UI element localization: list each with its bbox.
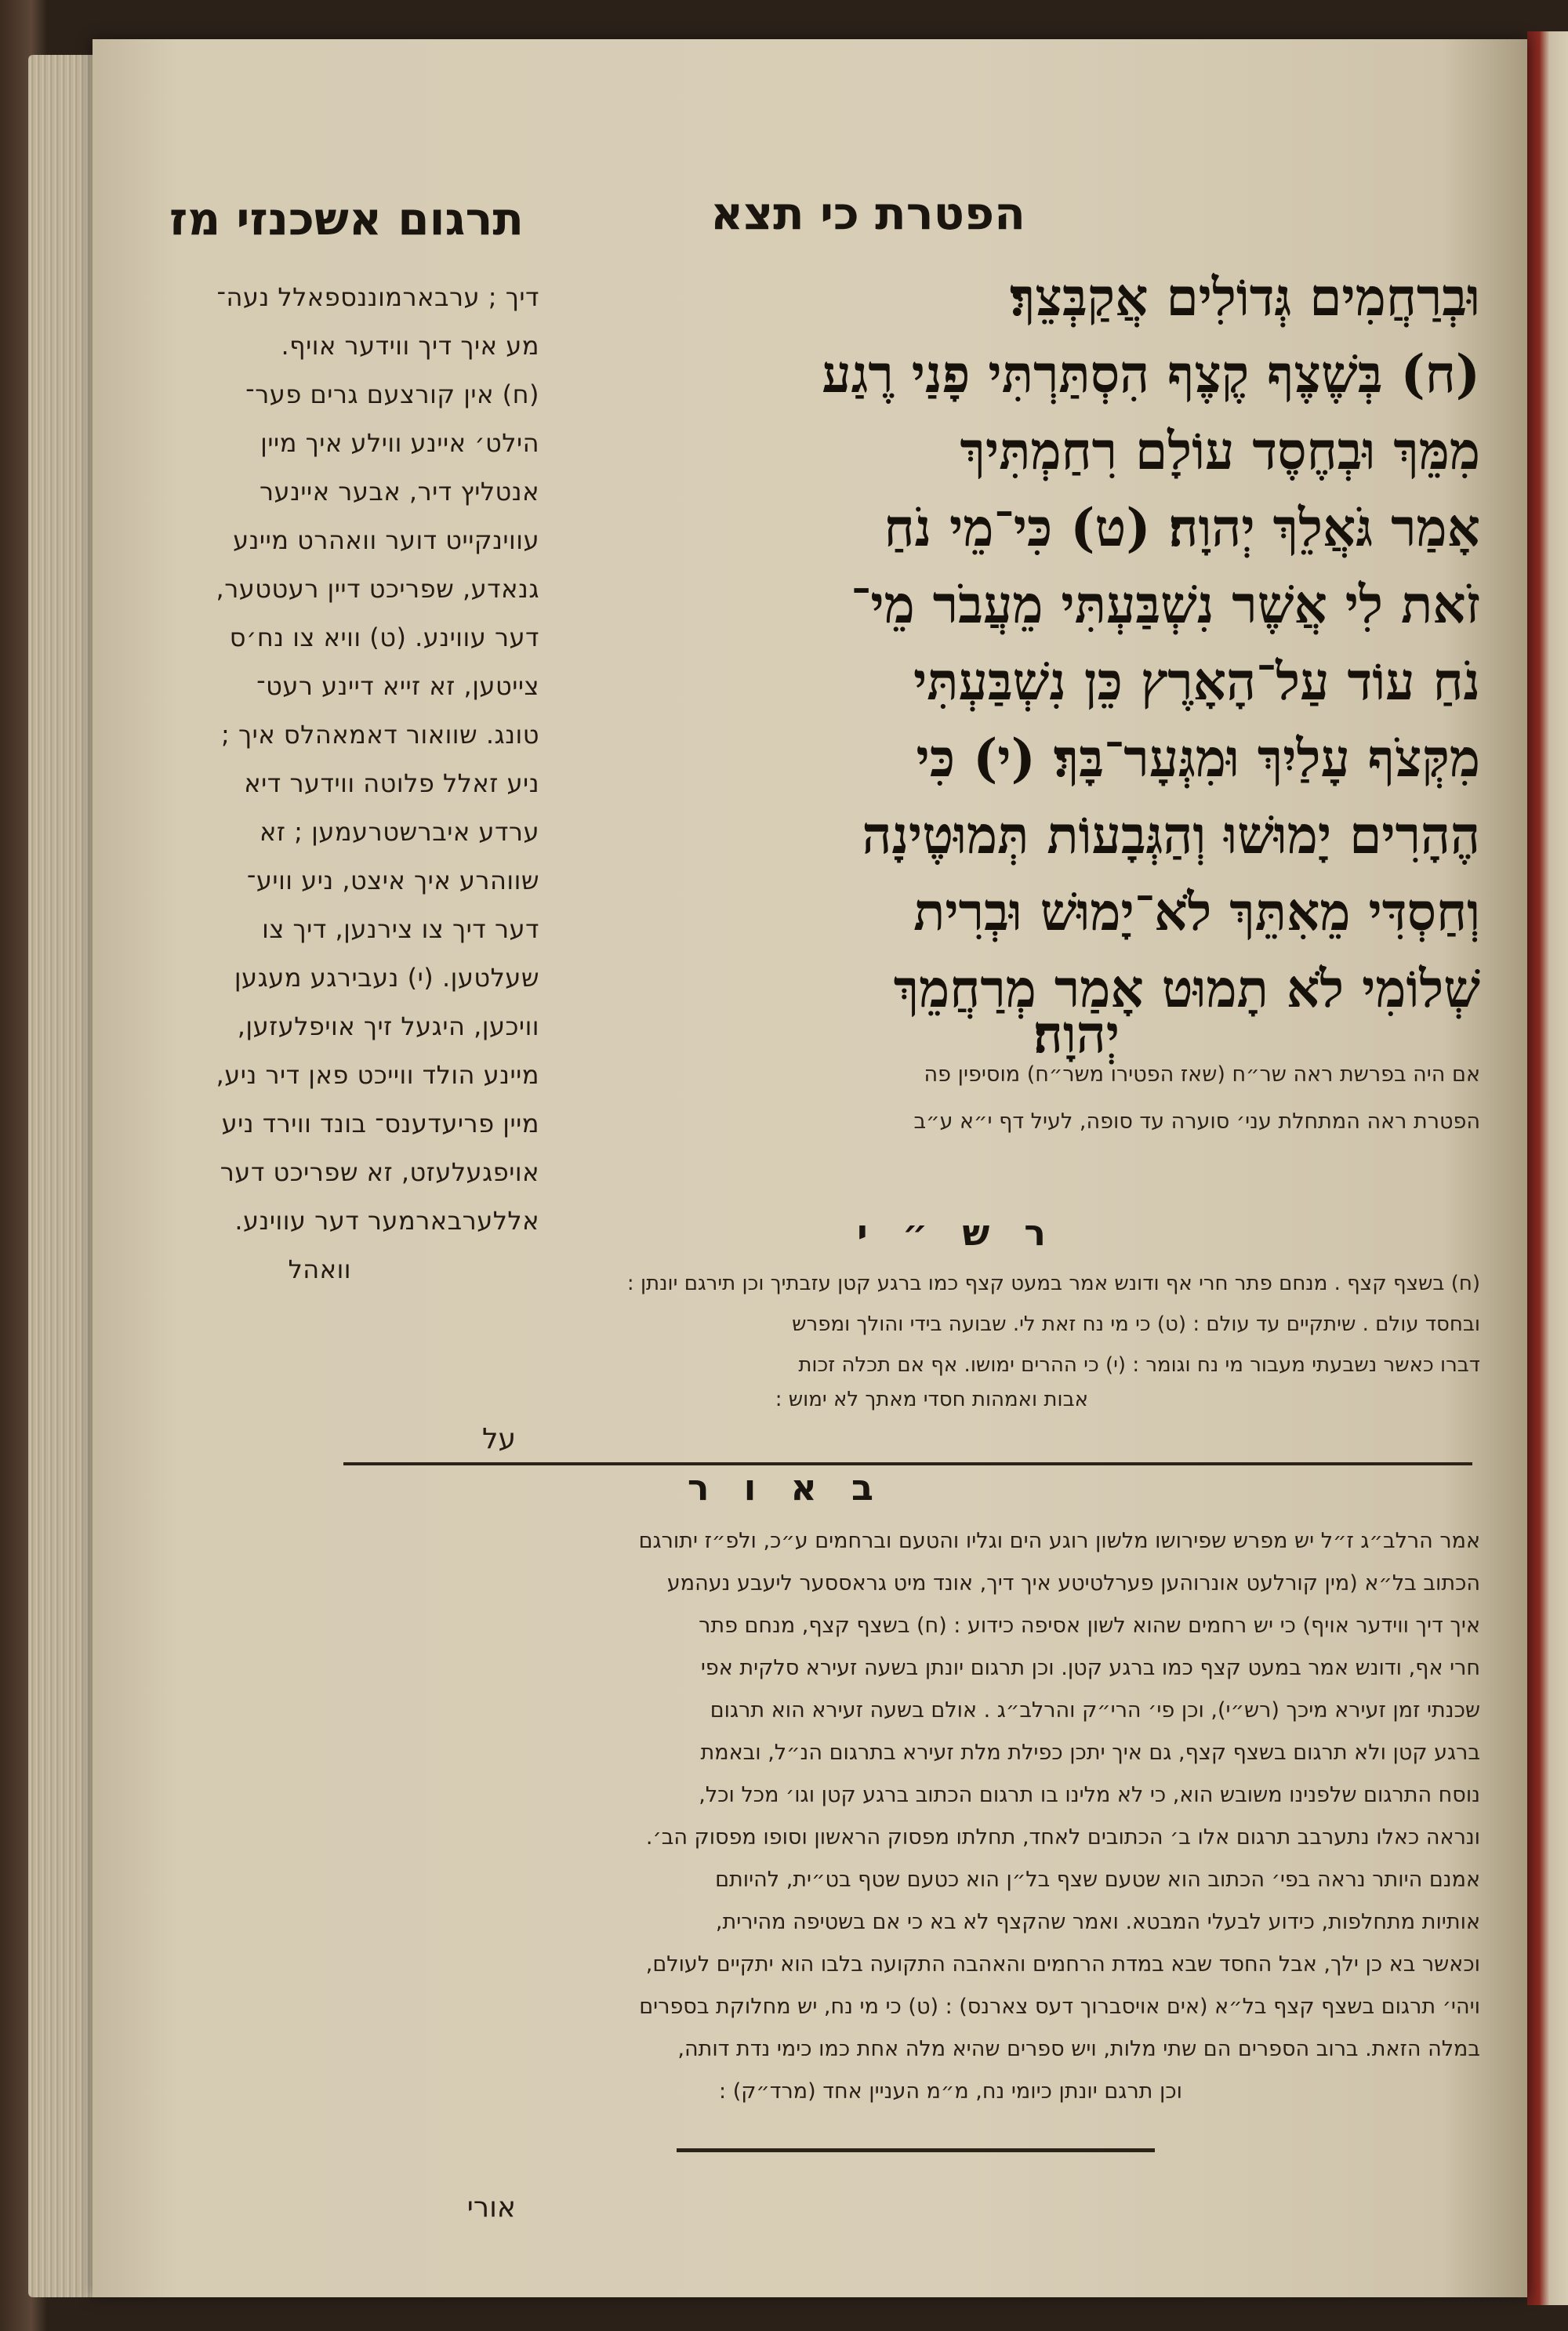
biur-title: ב א ו ר: [687, 1466, 884, 1509]
rashi-line: ובחסד עולם . שיתקיים עד עולם : (ט) כי מי נח זאת לי. שבועה בידי והולך ומפרש: [792, 1313, 1480, 1336]
main-text-line: אָמַר גֹּאֲלֵךְ יְהוָה׃ (ט) כִּי־מֵי נֹחַ: [884, 497, 1480, 558]
biur-line: ויהי׳ תרגום בשצף קצף בל״א (אים אויסברוך דעס צארנס) : (ט) כי מי נח, יש מחלוקת בספרים: [639, 1995, 1480, 2019]
targum-line: (ח) אין קורצעם גרים פער־: [245, 379, 539, 409]
targum-line: הילט׳ איינע ווילע איך מיין: [260, 428, 539, 458]
adjacent-page-edge: [1527, 31, 1568, 2305]
main-text-line: מִמֵּךְ וּבְחֶסֶד עוֹלָם רִחַמְתִּיךְ: [960, 420, 1480, 481]
main-text-line: יְהוָה׃: [1033, 1004, 1120, 1065]
biur-line: וכאשר בא כן ילך, אבל החסד שבא במדת הרחמים והאהבה התקועה בלבו הוא יתקיים לעולם,: [645, 1952, 1480, 1977]
main-text-line: זֹאת לִי אֲשֶׁר נִשְׁבַּעְתִּי מֵעֲבֹר מֵי־: [851, 574, 1480, 635]
targum-line: גנאדע, שפריכט דיין רעטטער,: [216, 574, 539, 604]
biur-line: שכנתי זמן זעירא מיכך (רש״י), וכן פי׳ הרי״ק והרלב״ג . אולם בשעה זעירא הוא תרגום: [710, 1698, 1480, 1723]
targum-line: צייטען, זא זייא דיינע רעט־: [256, 671, 539, 701]
main-text-line: וְחַסְדִּי מֵאִתֵּךְ לֹא־יָמוּשׁ וּבְרִית: [913, 881, 1480, 942]
targum-line: אויפגעלעזט, זא שפריכט דער: [220, 1157, 539, 1187]
targum-line: ניע זאלל פלוטה ווידער דיא: [244, 768, 539, 798]
page-catchword: אורי: [466, 2191, 516, 2224]
targum-line: אנטליץ דיר, אבער איינער: [259, 477, 539, 507]
rashi-line: דברו כאשר נשבעתי מעבור מי נח וגומר : (י) כי ההרים ימושו. אף אם תכלה זכות: [798, 1353, 1480, 1377]
biur-line: אמר הרלב״ג ז״ל יש מפרש שפירושו מלשון רוגע הים וגליו והטעם וברחמים ע״כ, ולפ״ז יתורגם: [638, 1529, 1480, 1553]
main-note-line: הפטרת ראה המתחלת עני׳ סוערה עד סופה, לעיל דף י״א ע״ב: [913, 1109, 1480, 1134]
biur-line: ברגע קטן ולא תרגום בשצף קצף, גם איך יתכן כפילת מלת זעירא בתרגום הנ״ל, ובאמת: [700, 1741, 1480, 1765]
rashi-catchword: על: [482, 1423, 516, 1455]
main-text-line: שְׁלוֹמִי לֹא תָמוּט אָמַר מְרַחֲמֵךְ: [893, 958, 1480, 1019]
rashi-title: ר ש ״ י: [857, 1211, 1057, 1254]
section-divider: [343, 1462, 1472, 1465]
main-text-line: מִקְּצֹף עָלַיִךְ וּמִגְּעָר־בָּךְ׃ (י) כִּי: [916, 728, 1480, 789]
rashi-line: אבות ואמהות חסדי מאתך לא ימוש :: [775, 1388, 1088, 1411]
targum-line: וויכען, היגעל זיך אויפלעזען,: [237, 1011, 539, 1041]
biur-line: ונראה כאלו נתערבב תרגום אלו ב׳ הכתובים לאחד, תחלתו מפסוק הראשון וסופו מפסוק הב׳.: [645, 1825, 1480, 1850]
targum-line: שווהרע איך איצט, ניע וויע־: [246, 866, 539, 895]
targum-line: אללערבארמער דער עווינע.: [234, 1206, 539, 1236]
rashi-line: (ח) בשצף קצף . מנחם פתר חרי אף ודונש אמר במעט קצף כמו ברגע קטן עזבתיך וכן תירגם יונתן :: [626, 1272, 1480, 1295]
biur-line: נוסח התרגום שלפנינו משובש הוא, כי לא מלינו בו תרגום הכתוב ברגע קטן וגו׳ מכל וכל,: [699, 1783, 1480, 1807]
main-text-line: נֹחַ עוֹד עַל־הָאָרֶץ כֵּן נִשְׁבַּעְתִּי: [913, 651, 1480, 712]
main-note-line: אם היה בפרשת ראה שר״ח (שאז הפטירו משר״ח) מוסיפין פה: [924, 1062, 1480, 1087]
main-text-line: (ח) בְּשֶׁצֶף קֶצֶף הִסְתַּרְתִּי פָנַי רֶגַע: [822, 343, 1480, 405]
biur-line: אותיות מתחלפות, כידוע לבעלי המבטא. ואמר שהקצף לא בא כי אם בשטיפה מהירית,: [715, 1910, 1480, 1934]
targum-line: וואהל: [288, 1254, 351, 1284]
targum-line: ערדע איברשטרעמען ; זא: [260, 817, 539, 847]
biur-line: איך דיך ווידער אויף) כי יש רחמים שהוא לשון אסיפה כידוע : (ח) בשצף קצף, מנחם פתר: [699, 1614, 1480, 1638]
targum-line: טונג. שוואור דאמאהלס איך ;: [221, 720, 539, 750]
targum-line: מיין פריעדענס־ בונד ווירד ניע: [221, 1109, 539, 1138]
targum-line: עווינקייט דוער וואהרט מיינע: [233, 525, 539, 555]
targum-line: דיך ; ערבארמוננספאלל נעה־: [216, 282, 539, 312]
biur-line: אמנם היותר נראה בפי׳ הכתוב הוא שטעם שצף בל״ן הוא כטעם שטף בט״ית, להיותם: [715, 1868, 1480, 1892]
targum-line: דער עווינע. (ט) וויא צו נח׳ס: [229, 623, 539, 652]
targum-line: שעלטען. (י) נעבירגע מעגען: [234, 963, 539, 993]
targum-line: דער דיך צו צירנען, דיך צו: [262, 914, 539, 944]
main-text-line: הֶהָרִים יָמוּשׁוּ וְהַגְּבָעוֹת תְּמוּטֶינָה: [862, 804, 1480, 866]
targum-line: מיינע הולד ווייכט פאן דיר ניע,: [216, 1060, 539, 1090]
running-header-left: תרגום אשכנזי מז: [169, 192, 524, 245]
main-text-line: וּבְרַחֲמִים גְּדוֹלִים אֲקַבְּצֵךְ׃: [1009, 267, 1480, 328]
book-page: [93, 39, 1527, 2297]
biur-line: וכן תרגם יונתן כיומי נח, מ״מ העניין אחד (מרד״ק) :: [719, 2079, 1182, 2104]
biur-line: חרי אף, ודונש אמר במעט קצף כמו ברגע קטן. וכן תרגום יונתן בשעה זעירא סלקית אפי: [700, 1656, 1480, 1680]
biur-line: במלה הזאת. ברוב הספרים הם שתי מלות, ויש ספרים שהיא מלה אחת כמו כימי נדת דותה,: [677, 2037, 1480, 2061]
running-header-right: הפטרת כי תצא: [710, 187, 1025, 240]
closing-rule: [677, 2148, 1155, 2152]
biur-line: הכתוב בל״א (מין קורלעט אונרוהען פערלטיטע איך דיך, אונד מיט גראססער ליעבע נעהמע: [666, 1571, 1480, 1596]
targum-line: מע איך דיך ווידער אויף.: [281, 331, 539, 361]
